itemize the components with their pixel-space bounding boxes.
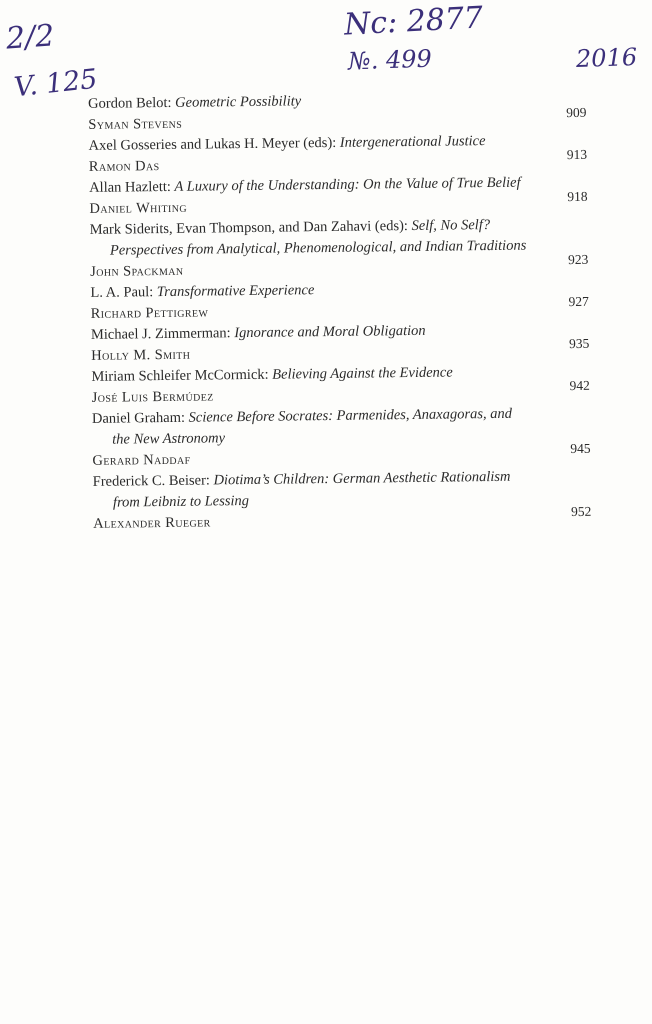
book-title: Ignorance and Moral Obligation xyxy=(234,322,426,342)
review-entry xyxy=(5,465,652,536)
reviewer-name: José Luis Bermúdez xyxy=(91,388,214,406)
page-number: 913 xyxy=(566,146,588,163)
book-title: Transformative Experience xyxy=(156,282,315,301)
book-author: Miriam Schleifer McCormick: xyxy=(91,366,273,385)
handwritten-note-number: №. 499 xyxy=(347,44,433,76)
handwritten-note-year: 2016 xyxy=(575,42,638,74)
book-author: Daniel Graham: xyxy=(91,409,189,427)
reviewer-name: Syman Stevens xyxy=(88,115,183,133)
book-title: Geometric Possibility xyxy=(175,93,302,111)
book-title-continued: the New Astronomy xyxy=(112,430,226,448)
handwritten-note-left-top: 2/2 xyxy=(4,18,56,57)
book-author: Mark Siderits, Evan Thompson, and Dan Zahavi (eds): xyxy=(89,217,412,238)
review-list xyxy=(0,87,652,536)
reviewer-name: Daniel Whiting xyxy=(89,199,188,217)
book-title: Science Before Socrates: Parmenides, Anaxagoras, and xyxy=(188,405,513,426)
book-title: Intergenerational Justice xyxy=(339,133,486,151)
page-number: 923 xyxy=(567,251,589,268)
book-author: L. A. Paul: xyxy=(90,284,157,301)
book-title-continued: Perspectives from Analytical, Phenomenological, and Indian Traditions xyxy=(109,237,527,259)
book-title-continued: from Leibniz to Lessing xyxy=(112,492,250,511)
page-number: 909 xyxy=(566,104,587,121)
book-author: Gordon Belot: xyxy=(88,94,176,112)
book-author: Frederick C. Beiser: xyxy=(92,472,214,490)
book-title: A Luxury of the Understanding: On the Value of True Belief xyxy=(174,174,521,195)
book-title: Diotima’s Children: German Aesthetic Rationalism xyxy=(213,468,511,489)
book-title: Believing Against the Evidence xyxy=(272,364,453,383)
page-number: 918 xyxy=(567,188,588,205)
book-title: Self, No Self? xyxy=(411,217,491,234)
handwritten-note-volume: V. 125 xyxy=(12,63,99,104)
book-author: Allan Hazlett: xyxy=(89,178,175,196)
reviewer-name: John Spackman xyxy=(90,262,184,280)
page-number: 942 xyxy=(569,377,590,394)
book-author: Axel Gosseries and Lukas H. Meyer (eds): xyxy=(88,134,340,154)
reviewer-name: Ramon Das xyxy=(88,158,160,175)
reviewer-name: Richard Pettigrew xyxy=(90,304,209,322)
book-author: Michael J. Zimmerman: xyxy=(90,325,235,343)
review-entry xyxy=(4,402,652,473)
reviewer-name: Holly M. Smith xyxy=(91,346,191,364)
review-entry xyxy=(2,213,652,284)
reviewer-name: Alexander Rueger xyxy=(93,514,211,532)
page-number: 935 xyxy=(568,335,590,352)
page-number: 945 xyxy=(570,440,591,457)
handwritten-note-nc: Nc: 2877 xyxy=(343,0,484,43)
reviewer-name: Gerard Naddaf xyxy=(92,451,191,469)
page-number: 952 xyxy=(571,503,592,520)
page-number: 927 xyxy=(568,293,589,310)
